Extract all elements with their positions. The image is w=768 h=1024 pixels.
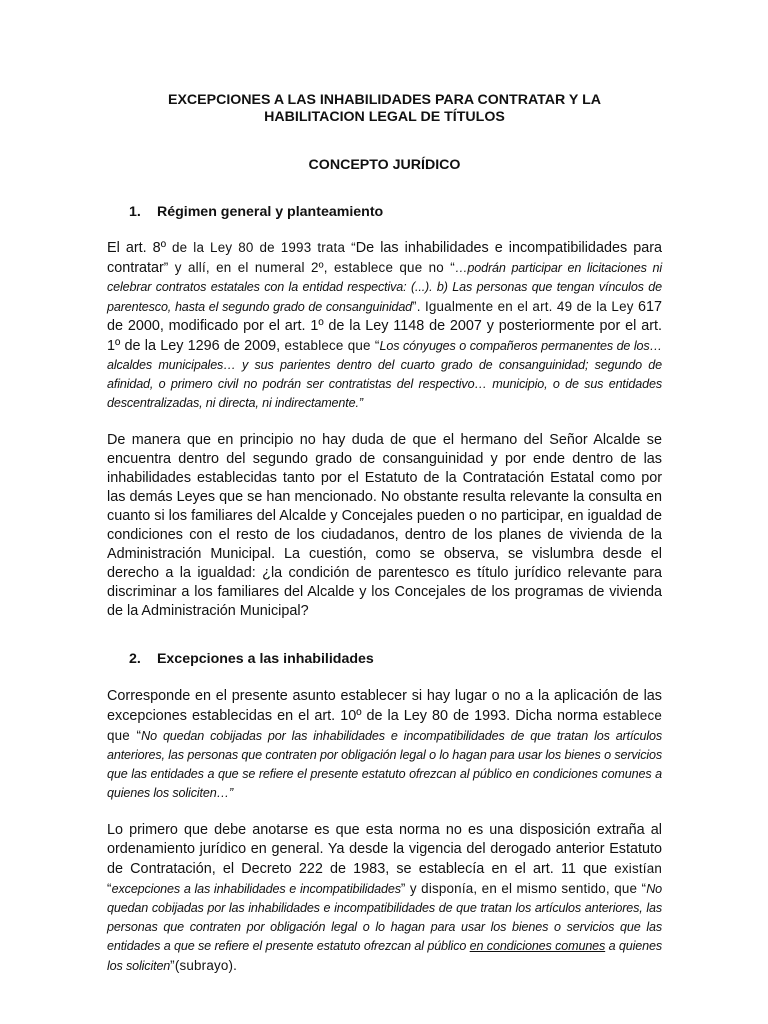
section-2-heading: [107, 651, 662, 668]
section-1-title: Régimen general y planteamiento: [156, 204, 384, 220]
p3-text-b: establece que “: [107, 708, 662, 743]
p4-text-g: a quienes los soliciten: [107, 939, 662, 973]
p1-text-h: establece que “: [284, 338, 380, 353]
paragraph-2: De manera que en principio no hay duda de que el hermano del Señor Alcalde se encuentra dentro del segundo grado de consanguinidad y por ende dentro de las inhabilidades establecidas tanto por el Estatuto de la Contratación Estatal como por las demás Leyes que se han mencionado. No obstante resulta relevante la consulta en cuanto si los familiares del Alcalde y Concejales pueden o no participar, en igualdad de condiciones con el resto de los ciudadanos, dentro de los planes de vivienda de la Administración Municipal. La cuestión, como se observa, se vislumbra desde el derecho a la igualdad: ¿la condición de parentesco es título jurídico relevante para discriminar a los familiares del Alcalde y los Concejales de los programas de vivienda de la Administración Municipal?: [107, 432, 662, 619]
section-1-number: 1.: [129, 204, 141, 220]
p4-underlined-text: en condiciones comunes: [469, 939, 606, 953]
p4-text-h: ”(subrayo).: [170, 958, 238, 973]
p1-quote-1: …podrán participar en licitaciones ni celebrar contratos estatales con la entidad respectiva: (...). b) Las personas que tengan vínculos de parentesco, hasta el segundo grado de consanguinidad: [107, 261, 662, 314]
p1-text-d: ” y allí, en el numeral 2º, establece que no “: [163, 260, 455, 275]
p1-text-b: de la Ley 80 de 1993 trata “: [172, 240, 356, 255]
p3-text-d: ”: [229, 786, 234, 800]
title-line-2: HABILITACION LEGAL DE TÍTULOS: [264, 109, 505, 125]
section-2-number: 2.: [129, 651, 141, 667]
p4-text-d: ” y disponía, en el mismo sentido, que “: [400, 881, 647, 896]
paragraph-3: [107, 687, 662, 803]
p4-quote-1: excepciones a las inhabilidades e incompatibilidades: [111, 882, 401, 896]
paragraph-4: [107, 821, 662, 976]
section-2-title: Excepciones a las inhabilidades: [156, 651, 374, 667]
p4-quote-2: No quedan cobijadas por las inhabilidades e incompatibilidades de que tratan los artículos anteriores, las personas que contraten por obligación legal o lo hagan para usar los bienes o servicios que las entidades a que se refiere el presente estatuto ofrezcan al público: [107, 882, 662, 953]
p1-text-c: De las inhabilidades e incompatibilidades para contratar: [107, 240, 662, 276]
p4-text-a: Lo primero que debe anotarse es que esta norma no es una disposición extraña al ordenamiento jurídico en general. Ya desde la vigencia del derogado anterior Estatuto de Contratación, el Decreto 222 de 1983, se establecía en el art. 11 que: [107, 822, 662, 877]
p4-text-b: existían “: [107, 861, 662, 896]
document-subtitle: CONCEPTO JURÍDICO: [308, 157, 461, 173]
document-title: [107, 92, 662, 126]
p1-text-a: El art. 8º: [107, 240, 172, 256]
title-line-1: EXCEPCIONES A LAS INHABILIDADES PARA CONTRATAR Y LA: [167, 92, 601, 108]
p3-text-a: Corresponde en el presente asunto establecer si hay lugar o no a la aplicación de las excepciones establecidas en el art. 10º de la Ley 80 de 1993. Dicha norma: [107, 688, 662, 724]
p1-text-f: ”. Igualmente en el art. 49 de la Ley: [412, 299, 638, 314]
p1-quote-2: Los cónyuges o compañeros permanentes de los… alcaldes municipales… y sus parientes dentro del cuarto grado de consanguinidad; segundo de afinidad, o primero civil no podrán ser contratistas del respectivo… municipio, o de sus entidades descentralizadas, ni directa, ni indirectamente.: [107, 339, 662, 410]
p1-text-g: 617 de 2000, modificado por el art. 1º de la Ley 1148 de 2007 y posteriormente por el art. 1º de la Ley 1296 de 2009,: [107, 299, 662, 354]
section-1-heading: [107, 204, 662, 221]
p3-quote: No quedan cobijadas por las inhabilidades e incompatibilidades de que tratan los artículos anteriores, las personas que contraten por obligación legal o lo hagan para usar los bienes o servicios que las entidades a que se refiere el presente estatuto ofrezcan al público en condiciones comunes a quienes los soliciten…: [107, 729, 662, 800]
paragraph-1: [107, 238, 662, 413]
p1-text-j: ”: [358, 396, 363, 410]
